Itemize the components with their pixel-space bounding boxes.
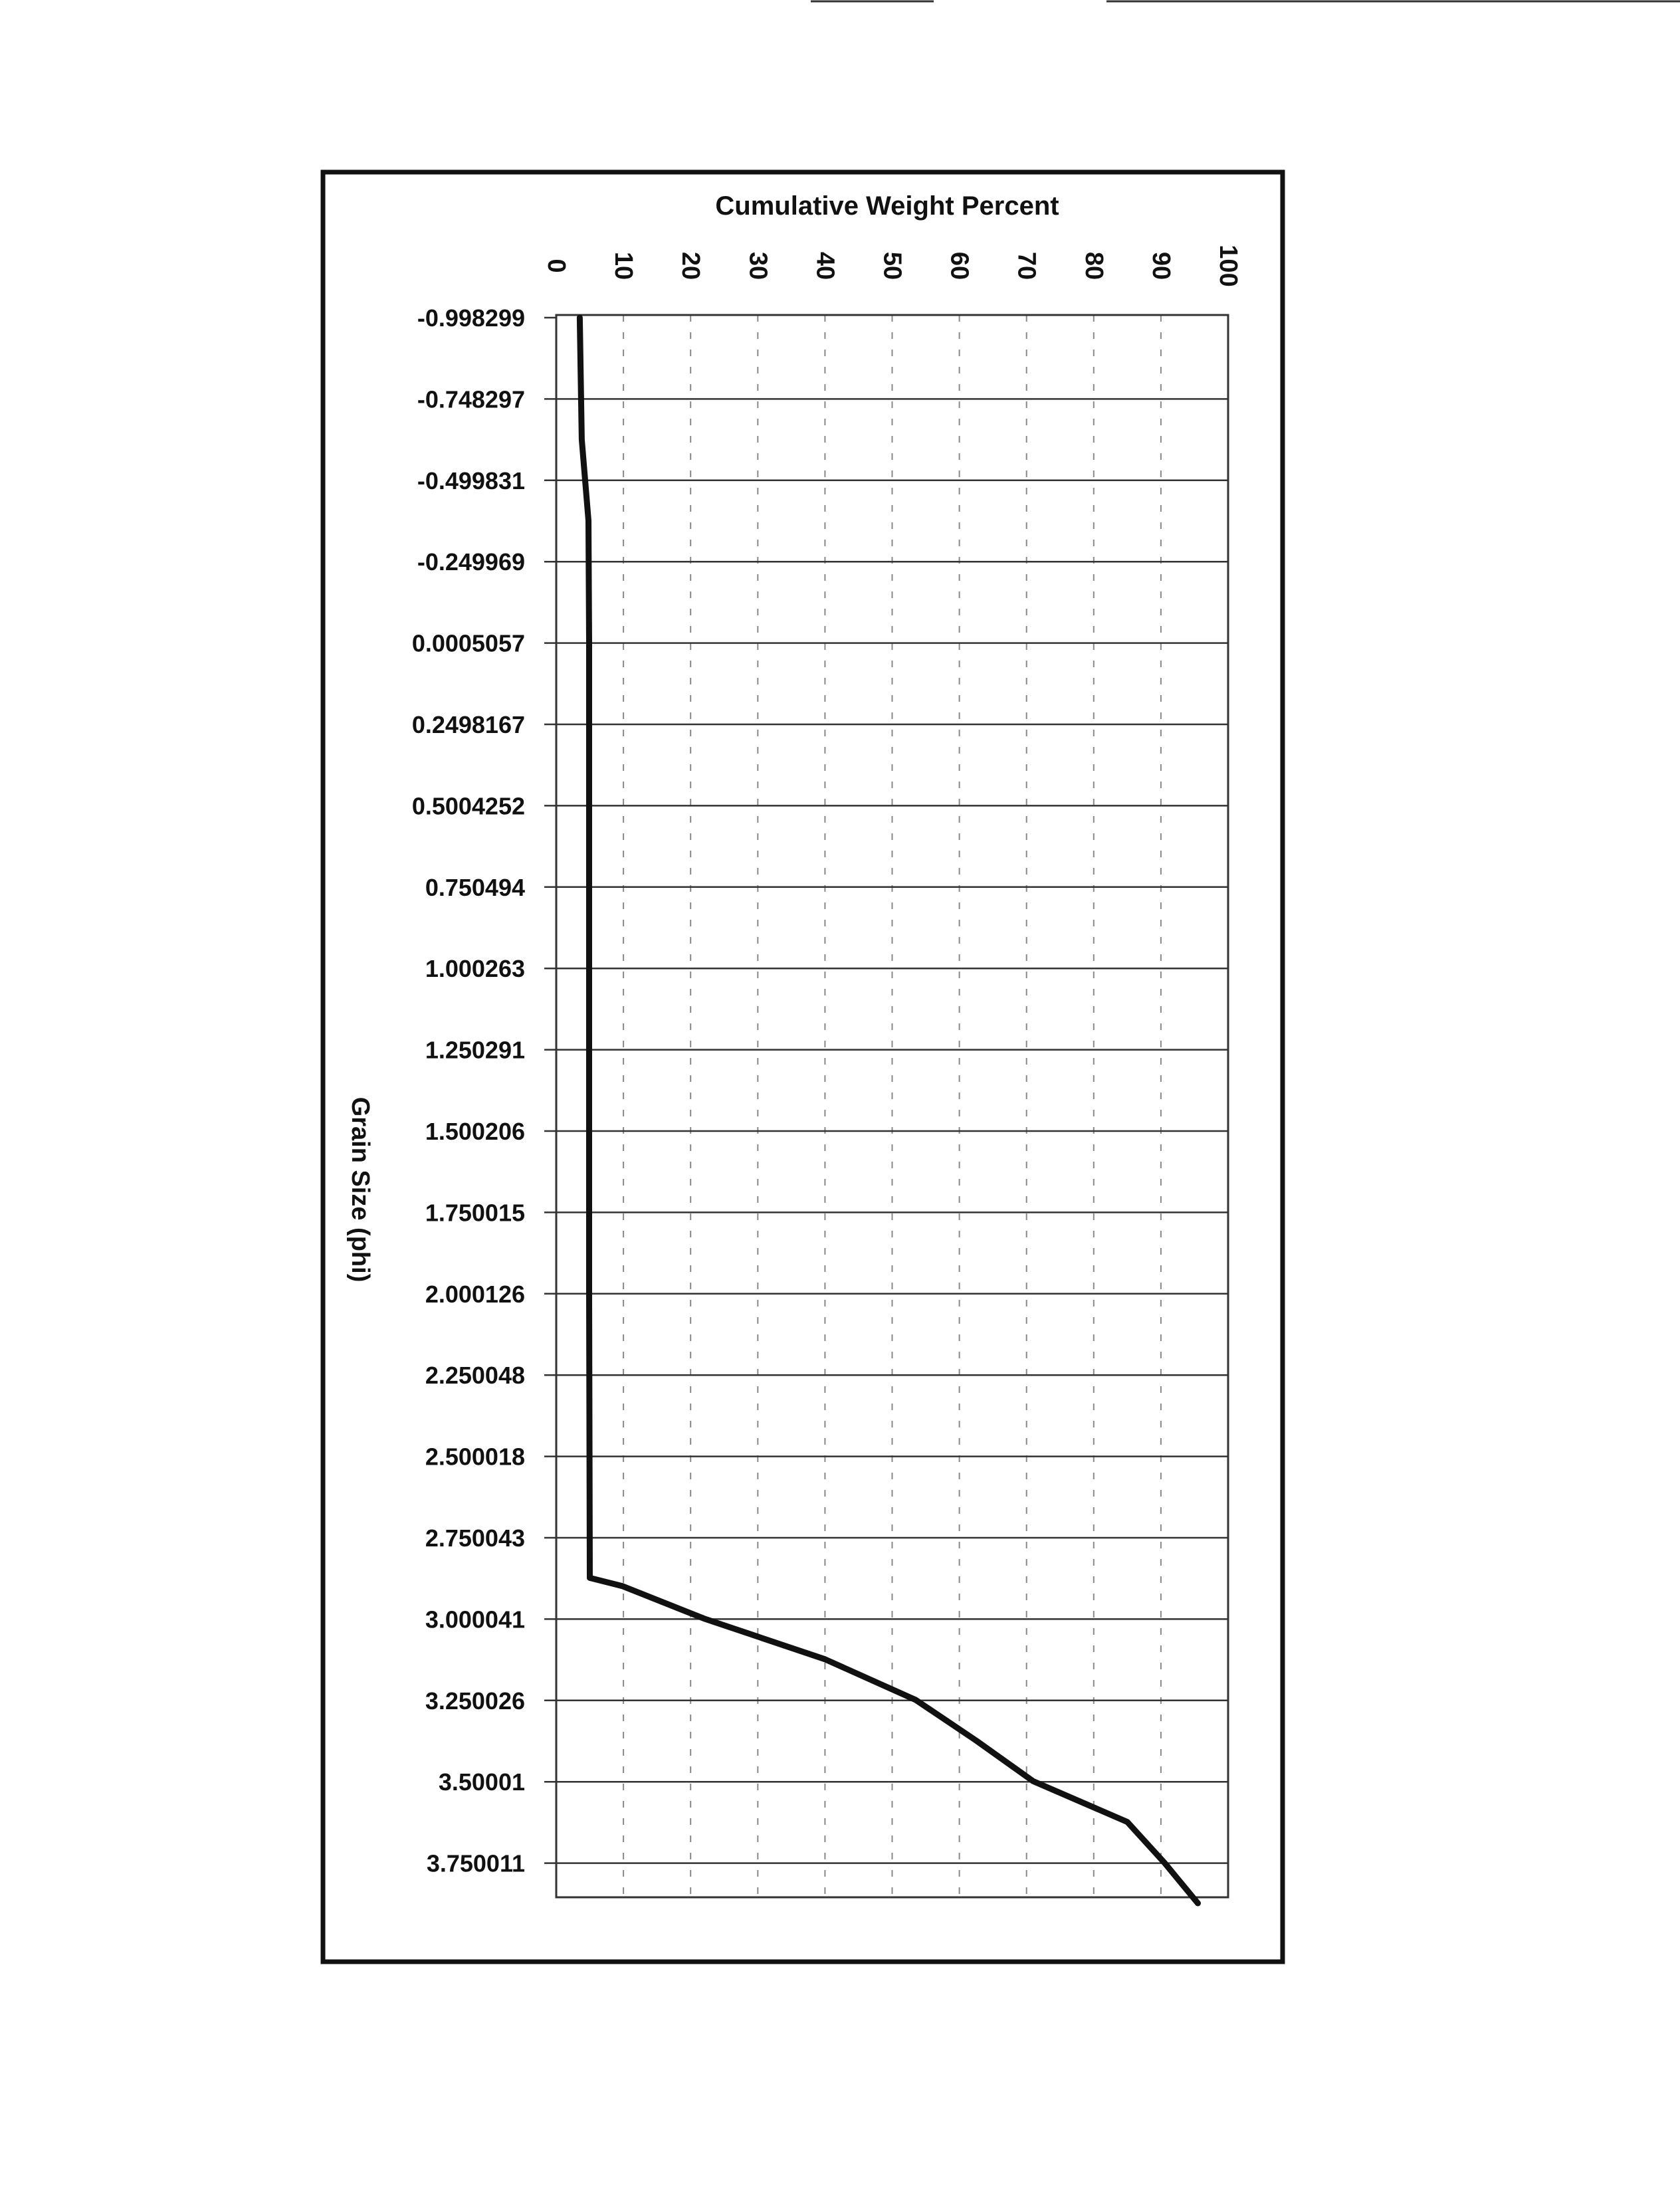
x-tick-label: 90 bbox=[1146, 251, 1175, 280]
data-points bbox=[578, 316, 1200, 1905]
y-tick-label: -0.998299 bbox=[417, 304, 525, 332]
x-axis-label: Cumulative Weight Percent bbox=[715, 191, 1059, 221]
series-line bbox=[579, 318, 1198, 1903]
y-tick-label: 0.2498167 bbox=[411, 711, 525, 738]
plot-area bbox=[412, 245, 1242, 1905]
y-tick-label: 3.50001 bbox=[438, 1768, 525, 1796]
y-tick-label: 0.750494 bbox=[425, 873, 525, 901]
x-tick-label: 40 bbox=[811, 251, 839, 280]
y-tick-labels bbox=[412, 304, 525, 1877]
y-axis-label: Grain Size (phi) bbox=[346, 1096, 374, 1283]
y-tick-label: 2.750043 bbox=[425, 1524, 525, 1552]
y-tick-label: 1.000263 bbox=[425, 955, 525, 983]
x-tick-labels bbox=[542, 245, 1242, 286]
y-tick-label: 1.500206 bbox=[425, 1118, 525, 1145]
x-tick-label: 80 bbox=[1079, 251, 1108, 280]
x-tick-label: 60 bbox=[945, 251, 974, 280]
y-tick-label: 3.750011 bbox=[426, 1849, 525, 1877]
y-tick-label: 1.750015 bbox=[425, 1199, 525, 1227]
y-tick-label: 3.000041 bbox=[425, 1606, 525, 1633]
x-tick-label: 10 bbox=[609, 251, 638, 280]
y-tick-label: -0.249969 bbox=[417, 548, 525, 576]
y-tick-label: 2.500018 bbox=[425, 1443, 525, 1471]
y-tick-label: 2.250048 bbox=[425, 1362, 525, 1390]
y-tick-label: 3.250026 bbox=[425, 1687, 525, 1715]
y-tick-label: -0.748297 bbox=[417, 385, 525, 413]
y-tick-label: 2.000126 bbox=[425, 1280, 525, 1308]
y-tick-label: 0.5004252 bbox=[411, 792, 525, 820]
y-tick-label: 1.250291 bbox=[425, 1036, 525, 1064]
x-tick-label: 70 bbox=[1012, 251, 1041, 280]
x-tick-label: 50 bbox=[878, 251, 906, 280]
x-tick-label: 0 bbox=[542, 259, 570, 273]
grid bbox=[544, 315, 1228, 1897]
x-tick-label: 30 bbox=[744, 251, 772, 280]
x-tick-label: 100 bbox=[1214, 245, 1242, 287]
y-tick-label: 0.0005057 bbox=[411, 629, 525, 657]
y-tick-label: -0.499831 bbox=[417, 467, 525, 494]
plot-frame bbox=[556, 315, 1228, 1897]
x-tick-label: 20 bbox=[677, 251, 705, 280]
